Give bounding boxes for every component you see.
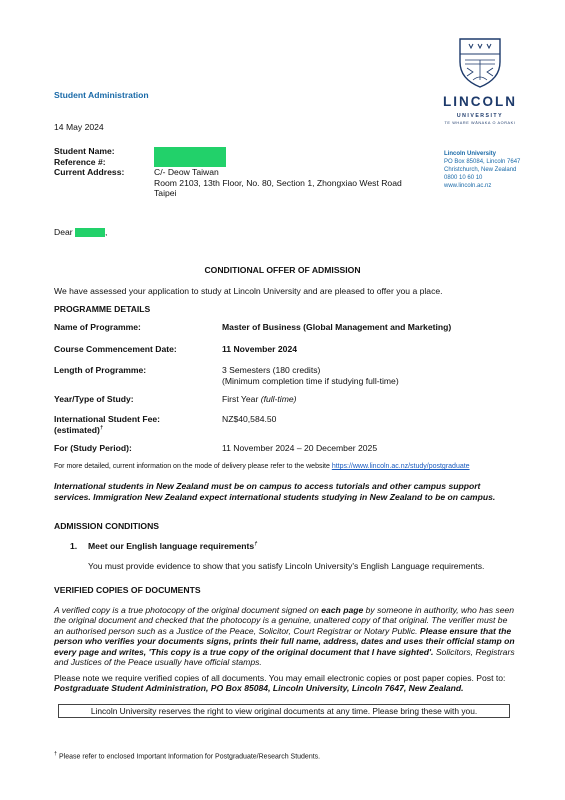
programme-row [54,443,524,454]
programme-label: Name of Programme: [54,322,141,332]
dagger-mark: † [54,751,58,757]
programme-value: 11 November 2024 – 20 December 2025 [222,443,378,453]
university-address [444,150,520,190]
posting-address: Postgraduate Student Administration, PO Box 85084, Lincoln University, Lincoln 7647, New Zealand. [54,683,464,694]
programme-label: Length of Programme: [54,365,147,375]
programme-label: For (Study Period): [54,443,132,453]
verified-emphasis: each page [321,605,364,615]
condition-text: You must provide evidence to show that you satisfy Lincoln University's English Language requirements. [88,561,485,571]
programme-row [54,322,524,333]
programme-value: 3 Semesters (180 credits) [222,365,321,375]
more-info-label: For more detailed, current information on the mode of delivery please refer to the website [54,463,330,470]
student-name-label: Student Name: [54,146,115,156]
redacted-reference [154,157,226,167]
salutation-dear: Dear [54,227,73,237]
logo-maori-text: TE WHARE WĀNAKA O AORAKI [444,121,516,126]
condition-title: Meet our English language requirements [88,541,255,551]
posting-text: Please note we require verified copies of all documents. You may email electronic copies or post paper copies. Post to: [54,673,506,683]
address-line: C/- Deow Taiwan [154,167,219,178]
redacted-student-name [154,147,226,157]
verified-text: by someone in authority, who has seen the original document and checked that the photocopy is a genuine, unaltered copy of that original. The verifier must be an authorised person such as a Justice of the Peace, Solicitor, Court Registrar or Notary Public. [54,605,515,636]
dagger-mark: † [99,424,103,431]
footnote [54,751,320,762]
letter-date: 14 May 2024 [54,122,104,132]
verified-text: A verified copy is a true photocopy of the original document signed on [54,605,322,615]
university-logo [430,36,530,126]
admission-conditions-heading: ADMISSION CONDITIONS [54,521,160,531]
postgraduate-link[interactable]: https://www.lincoln.ac.nz/study/postgraduate [331,463,470,470]
verified-text: Solicitors, Registrars and Justices of the Peace usually have official stamps. [54,646,515,668]
redacted-first-name [75,227,108,237]
verified-emphasis: Please ensure that the person who verifies your documents signs, prints their full name, address, dates and uses their official stamp on every page and writes, 'This copy is a true copy of the original document that I have sighted'. [54,625,515,657]
university-website: www.lincoln.ac.nz [444,183,492,190]
programme-value-note: (Minimum completion time if studying full-time) [222,375,399,386]
programme-row [54,394,524,405]
salutation-comma: , [105,227,108,237]
condition-item [70,541,257,552]
crest-icon [457,36,503,88]
footnote-text: Please refer to enclosed Important Information for Postgraduate/Research Students. [59,753,321,761]
student-info [54,146,424,198]
dagger-mark: † [254,541,258,548]
department-heading: Student Administration [54,90,149,100]
condition-number: 1. [70,541,78,551]
university-address-title: Lincoln University [444,151,497,157]
address-label: Current Address: [54,167,125,178]
programme-details-heading: PROGRAMME DETAILS [54,304,151,314]
letter-intro: We have assessed your application to study at Lincoln University and are pleased to offer you a place. [54,286,443,296]
programme-label: Year/Type of Study: [54,394,134,404]
address-line: Room 2103, 13th Floor, No. 80, Section 1, Zhongxiao West Road [154,177,402,188]
programme-value: Master of Business (Global Management and Marketing) [222,322,452,332]
programme-value: First Year [222,394,259,404]
verified-copies-heading: VERIFIED COPIES OF DOCUMENTS [54,585,201,595]
international-notice: International students in New Zealand must be on campus to access tutorials and other campus support services. Immigration New Zealand expect international students studying in New Zealand to be on campus. [54,481,496,503]
programme-row [54,344,524,355]
logo-subtitle: UNIVERSITY [456,112,504,119]
programme-value: NZ$40,584.50 [222,414,277,424]
programme-row [54,414,524,435]
programme-label: International Student Fee: [54,414,160,424]
university-phone: 0800 10 60 10 [444,175,483,182]
logo-wordmark: LINCOLN [443,94,517,109]
original-documents-notice: Lincoln University reserves the right to view original documents at any time. Please bring these with you. [58,704,510,718]
verified-copies-paragraph [54,605,516,668]
programme-label-2: (estimated) [54,424,100,435]
address-line: Taipei [154,188,177,199]
posting-note [54,673,516,694]
university-address-line: PO Box 85084, Lincoln 7647 [444,159,521,166]
programme-value: 11 November 2024 [222,344,298,354]
letter-title: CONDITIONAL OFFER OF ADMISSION [204,265,361,275]
salutation [54,227,107,238]
programme-row [54,365,524,386]
programme-label: Course Commencement Date: [54,344,177,354]
more-info-text [54,463,470,472]
reference-label: Reference #: [54,156,106,167]
programme-value-italic: (full-time) [260,394,297,404]
university-address-line: Christchurch, New Zealand [444,167,517,174]
